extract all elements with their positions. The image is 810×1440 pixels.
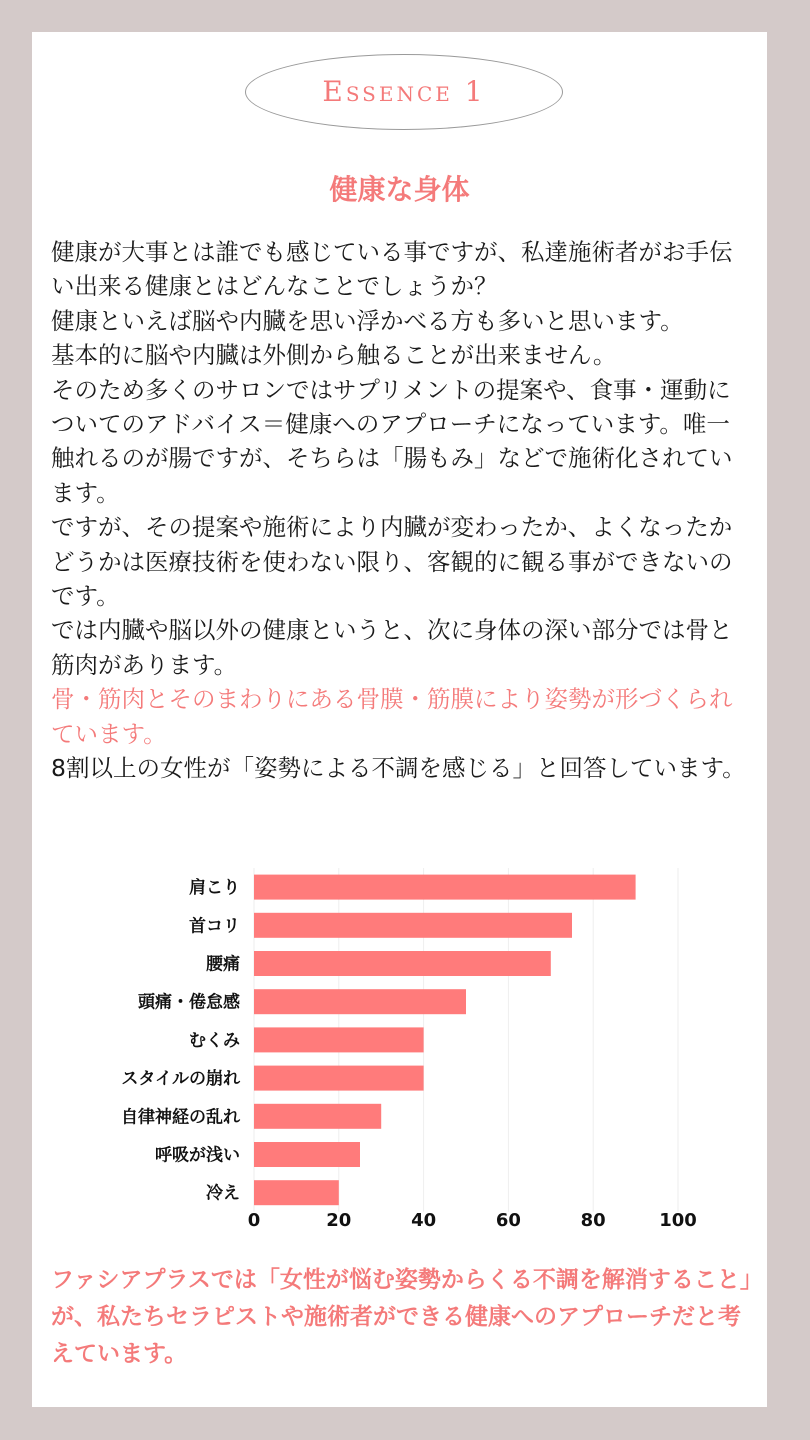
bar xyxy=(254,951,551,976)
category-label: スタイルの崩れ xyxy=(121,1069,240,1090)
closing-statement: ファシアプラスでは「女性が悩む姿勢からくる不調を解消すること」が、私たちセラピストや施術者ができる健康へのアプローチだと考えています。 xyxy=(51,1267,752,1367)
category-label: むくみ xyxy=(189,1030,240,1051)
paragraph: 健康といえば脳や内臓を思い浮かべる方も多いと思います。 xyxy=(51,306,684,335)
category-label: 首コリ xyxy=(189,916,240,937)
paragraph: そのため多くのサロンではサプリメントの提案や、食事・運動についてのアドバイス＝健康へのアプローチになっています。唯一触れるのが腸ですが、そちらは「腸もみ」などで施術化されています。 xyxy=(51,375,733,507)
category-label: 肩こり xyxy=(189,878,240,899)
paragraph: では内臓や脳以外の健康というと、次に身体の深い部分では骨と筋肉があります。 xyxy=(51,616,733,679)
essence-label: Essence 1 xyxy=(322,75,486,108)
bar xyxy=(254,1180,339,1205)
paragraph: 健康が大事とは誰でも感じている事ですが、私達施術者がお手伝い出来る健康とはどんなことでしょうか？ xyxy=(51,238,733,301)
category-label: 呼吸が浅い xyxy=(155,1145,240,1166)
section-heading: 健康な身体 xyxy=(329,173,470,206)
category-label: 自律神経の乱れ xyxy=(121,1107,240,1128)
bar xyxy=(254,913,572,938)
bar xyxy=(254,1142,360,1167)
x-tick-label: 60 xyxy=(495,1210,521,1231)
bar xyxy=(254,1027,424,1052)
x-tick-label: 20 xyxy=(326,1210,352,1231)
paragraph: 基本的に脳や内臓は外側から触ることが出来ません。 xyxy=(51,341,617,370)
category-label: 冷え xyxy=(206,1183,240,1204)
bar xyxy=(254,1104,381,1129)
x-tick-label: 100 xyxy=(659,1210,697,1231)
x-tick-label: 80 xyxy=(580,1210,606,1231)
category-label: 頭痛・倦怠感 xyxy=(138,992,240,1013)
paragraph: 8割以上の女性が「姿勢による不調を感じる」と回答しています。 xyxy=(51,754,746,783)
category-label: 腰痛 xyxy=(206,954,240,975)
paragraph: 骨・筋肉とそのまわりにある骨膜・筋膜により姿勢が形づくられています。 xyxy=(51,685,733,748)
bar xyxy=(254,875,636,900)
x-tick-label: 0 xyxy=(247,1210,261,1231)
paragraph: ですが、その提案や施術により内臓が変わったか、よくなったかどうかは医療技術を使わない限り、客観的に観る事ができないのです。 xyxy=(51,513,733,611)
bar xyxy=(254,989,466,1014)
x-tick-label: 40 xyxy=(411,1210,437,1231)
bar xyxy=(254,1066,424,1091)
